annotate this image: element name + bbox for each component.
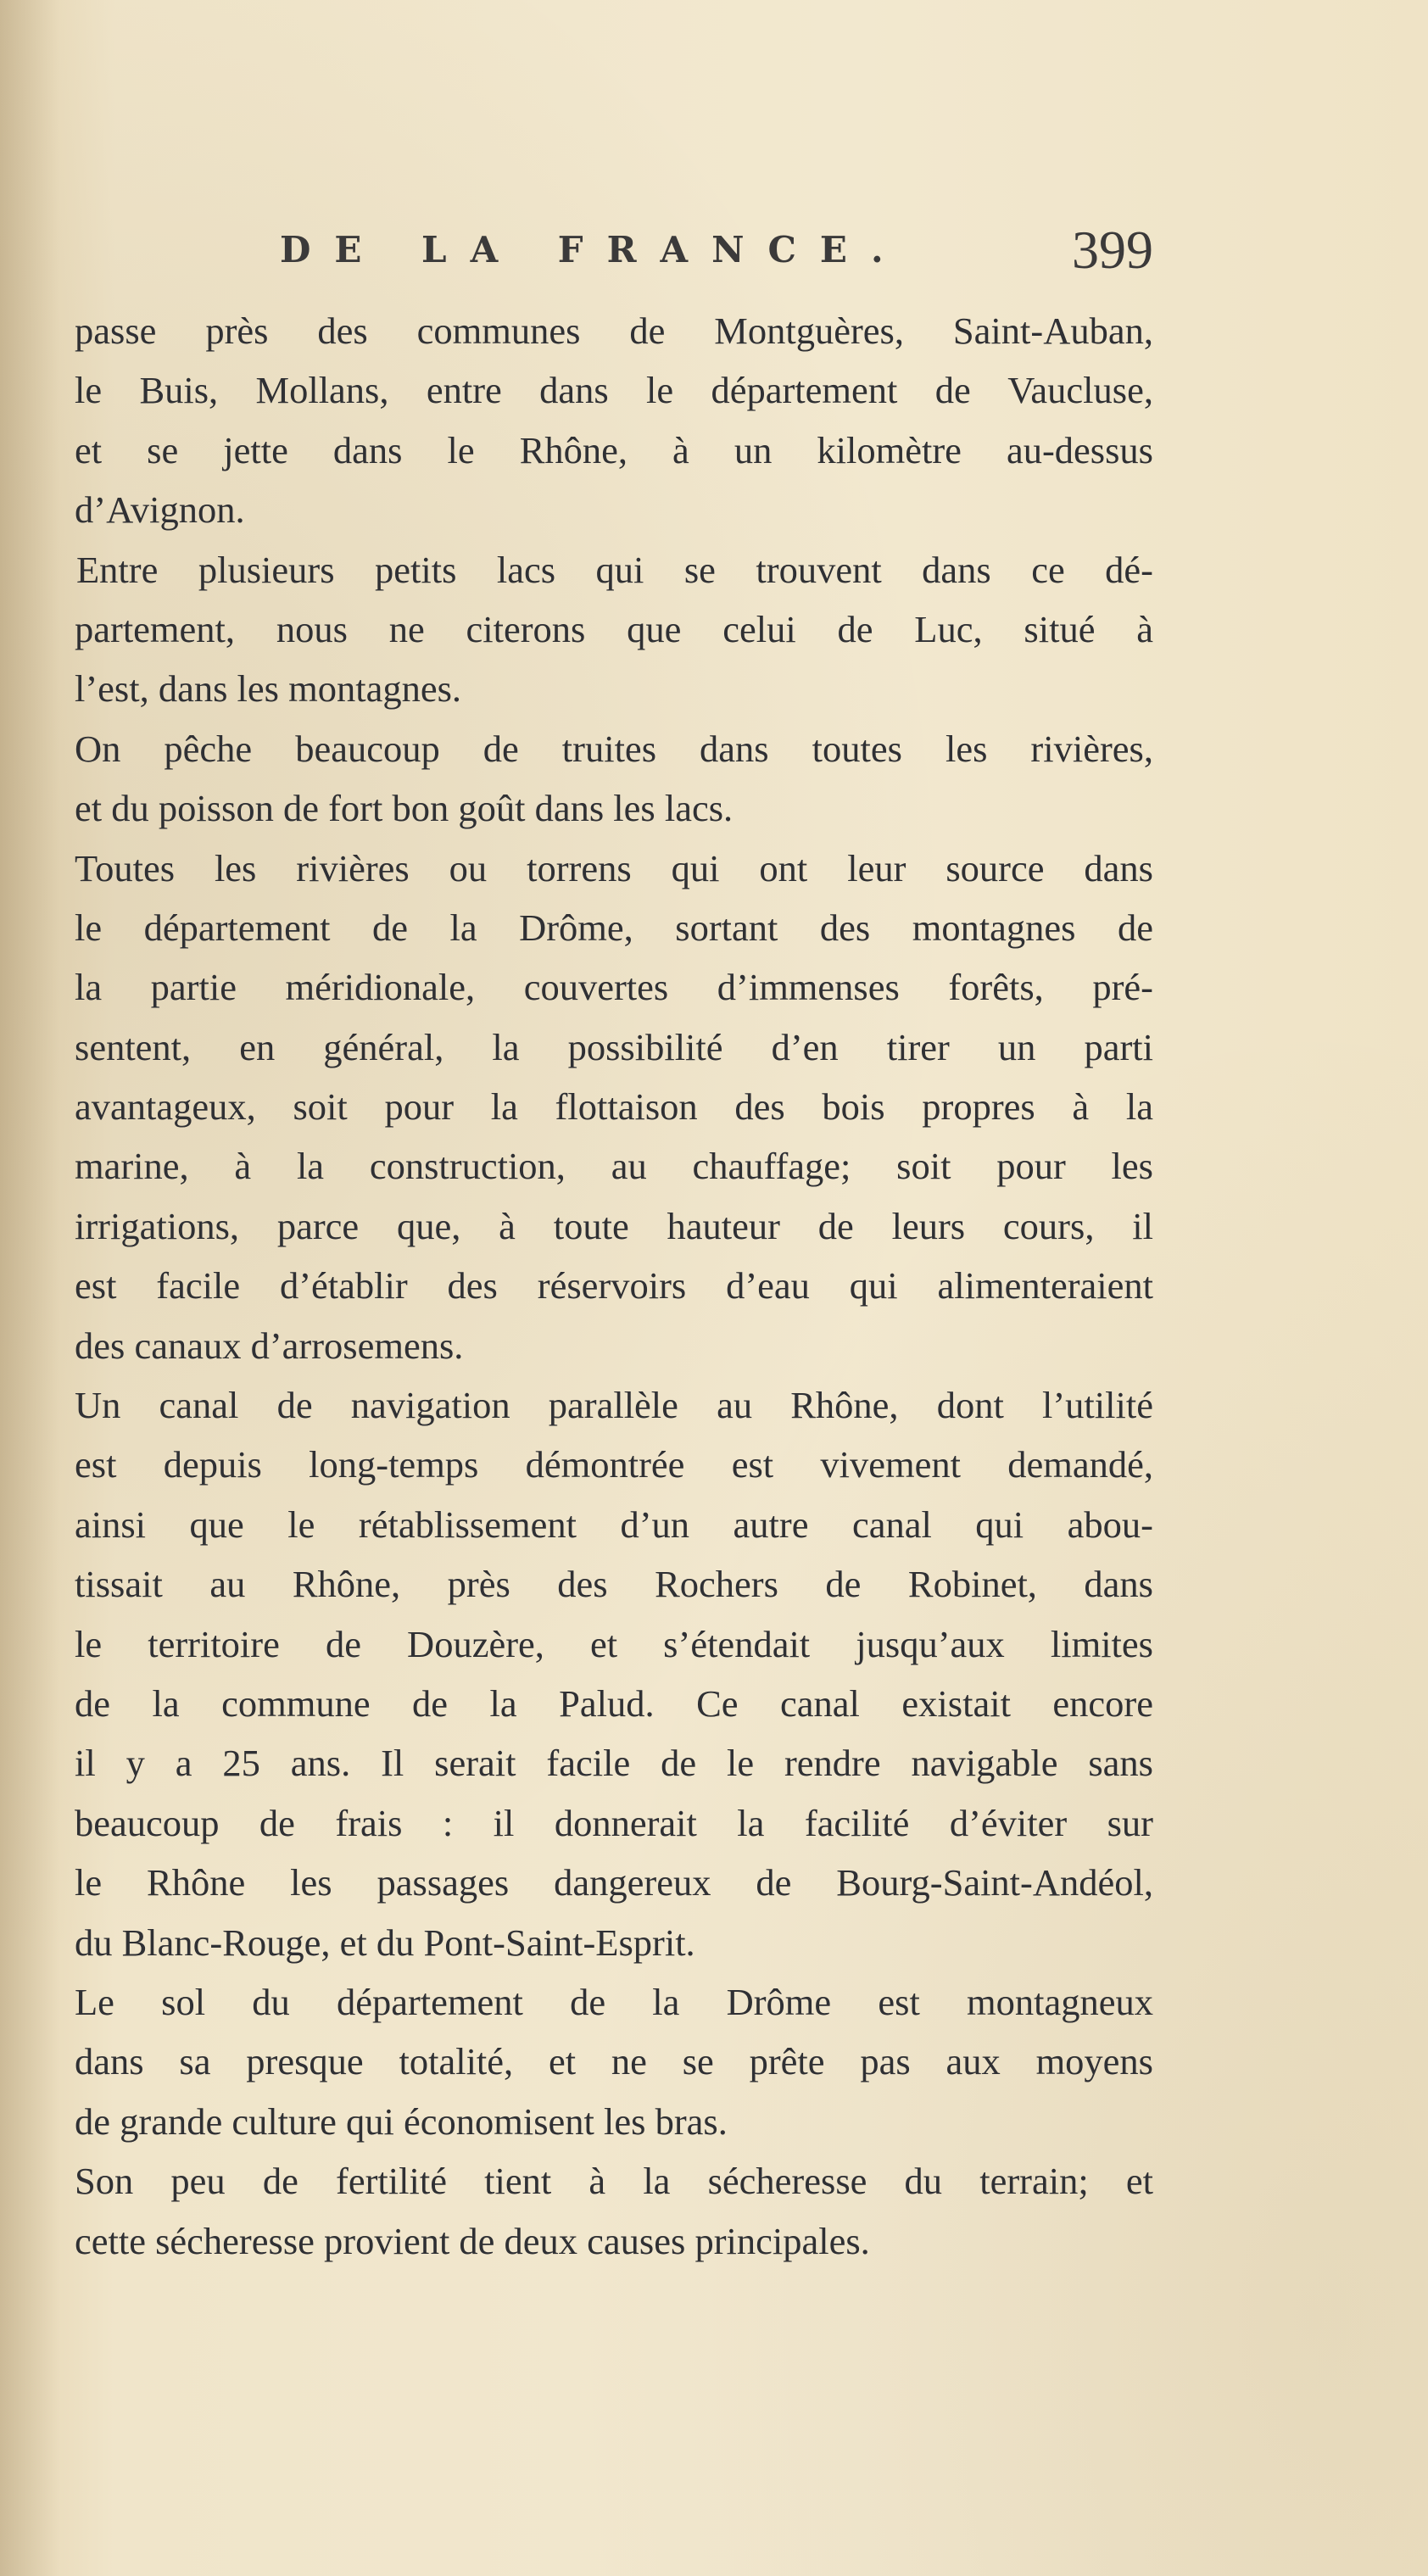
text-line: et se jette dans le Rhône, à un kilomètre au-dessus bbox=[75, 428, 1153, 471]
text-line: On pêche beaucoup de truites dans toutes les rivières, bbox=[75, 727, 1153, 770]
text-line: de grande culture qui économisent les bras. bbox=[75, 2099, 728, 2143]
page-number: 399 bbox=[1072, 220, 1153, 280]
text-line: Un canal de navigation parallèle au Rhône, dont l’utilité bbox=[75, 1384, 1153, 1427]
text-line: marine, à la construction, au chauffage; soit pour les bbox=[75, 1145, 1153, 1188]
text-line: avantageux, soit pour la flottaison des bois propres à la bbox=[75, 1085, 1153, 1129]
text-line: Son peu de fertilité tient à la sécheresse du terrain; et bbox=[75, 2160, 1153, 2203]
text-line: passe près des communes de Montguères, Saint-Auban, bbox=[75, 309, 1153, 352]
text-line: cette sécheresse provient de deux causes principales. bbox=[75, 2219, 870, 2262]
text-line: des canaux d’arrosemens. bbox=[75, 1324, 464, 1367]
text-line: il y a 25 ans. Il serait facile de le rendre navigable sans bbox=[75, 1742, 1153, 1785]
text-line: tissait au Rhône, près des Rochers de Robinet, dans bbox=[75, 1563, 1153, 1606]
text-line: sentent, en général, la possibilité d’en tirer un parti bbox=[75, 1025, 1153, 1068]
text-line: irrigations, parce que, à toute hauteur de leurs cours, il bbox=[75, 1204, 1153, 1247]
text-line: Toutes les rivières ou torrens qui ont leur source dans bbox=[75, 846, 1153, 889]
text-line: d’Avignon. bbox=[75, 488, 245, 532]
body-text bbox=[75, 301, 1153, 2271]
text-line: de la commune de la Palud. Ce canal existait encore bbox=[75, 1681, 1153, 1725]
text-line: du Blanc-Rouge, et du Pont-Saint-Esprit. bbox=[75, 1921, 695, 1964]
text-line: est depuis long-temps démontrée est vivement demandé, bbox=[75, 1443, 1153, 1486]
text-line: le Buis, Mollans, entre dans le département de Vaucluse, bbox=[75, 369, 1153, 412]
text-line: et du poisson de fort bon goût dans les lacs. bbox=[75, 787, 734, 830]
text-line: Le sol du département de la Drôme est montagneux bbox=[75, 1980, 1153, 2023]
running-head bbox=[280, 219, 1153, 287]
spine-shadow bbox=[0, 0, 59, 2576]
text-line: est facile d’établir des réservoirs d’eau qui alimenteraient bbox=[75, 1264, 1153, 1308]
text-line: le département de la Drôme, sortant des montagnes de bbox=[75, 906, 1153, 949]
running-title: DE LA FRANCE. bbox=[280, 229, 907, 270]
text-line: Entre plusieurs petits lacs qui se trouvent dans ce dé- bbox=[76, 548, 1153, 591]
text-line: ainsi que le rétablissement d’un autre canal qui abou- bbox=[75, 1503, 1153, 1546]
text-line: le territoire de Douzère, et s’étendait jusqu’aux limites bbox=[75, 1622, 1153, 1665]
text-line: le Rhône les passages dangereux de Bourg-Saint-Andéol, bbox=[75, 1861, 1153, 1904]
text-line: dans sa presque totalité, et ne se prête pas aux moyens bbox=[75, 2040, 1153, 2083]
text-line: l’est, dans les montagnes. bbox=[75, 667, 462, 711]
text-line: beaucoup de frais : il donnerait la facilité d’éviter sur bbox=[75, 1801, 1153, 1844]
text-line: la partie méridionale, couvertes d’immenses forêts, pré- bbox=[75, 966, 1153, 1009]
text-line: partement, nous ne citerons que celui de Luc, situé à bbox=[75, 607, 1153, 650]
